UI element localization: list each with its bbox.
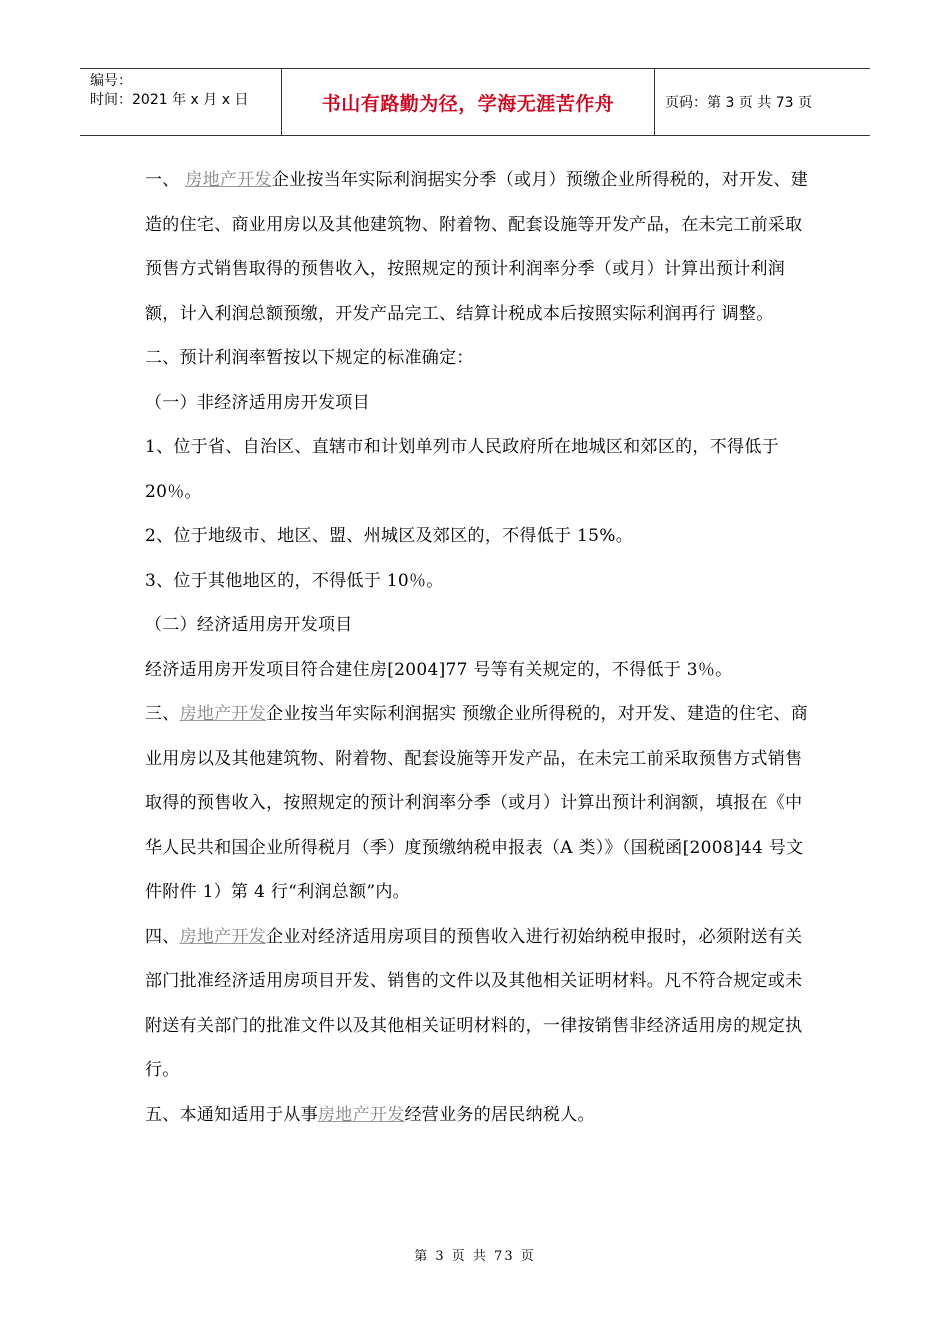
page-footer — [0, 1245, 950, 1264]
paragraph-7: （二）经济适用房开发项目 — [145, 615, 353, 635]
paragraph-5: 2、位于地级市、地区、盟、州城区及郊区的，不得低于 15%。 — [145, 526, 634, 546]
real-estate-link[interactable]: 房地产开发 — [318, 1104, 405, 1125]
document-body — [145, 158, 815, 1137]
paragraph-11-text: 经营业务的居民纳税人。 — [404, 1104, 595, 1125]
paragraph-1-text: 企业按当年实际利润据实分季（或月）预缴企业所得税的，对开发、建造的住宅、商业用房以及其他建筑物、附着物、配套设施等开发产品，在未完工前采取预售方式销售取得的预售收入，按照规定的预计利润率分季（或月）计算出预计利润额，计入利润总额预缴，开发产品完工、结算计税成本后按照实际利润再行 调整。 — [145, 170, 809, 324]
paragraph-10-text: 企业对经济适用房项目的预售收入进行初始纳税申报时，必须附送有关部门批准经济适用房项目开发、销售的文件以及其他相关证明材料。凡不符合规定或未附送有关部门的批准文件以及其他相关证明材料的，一律按销售非经济适用房的规定执行。 — [145, 926, 803, 1080]
paragraph-6: 3、位于其他地区的，不得低于 10％。 — [145, 570, 444, 591]
paragraph-3: （一）非经济适用房开发项目 — [145, 392, 370, 413]
document-header — [80, 68, 870, 136]
real-estate-link[interactable]: 房地产开发 — [179, 704, 267, 724]
paragraph-8: 经济适用房开发项目符合建住房[2004]77 号等有关规定的，不得低于 3％。 — [145, 659, 733, 680]
motto-text: 书山有路勤为径，学海无涯苦作舟 — [321, 92, 615, 115]
paragraph-10 — [145, 915, 815, 1093]
paragraph-9-text: 企业按当年实际利润据实 预缴企业所得税的，对开发、建造的住宅、商业用房以及其他建筑物、附着物、配套设施等开发产品，在未完工前采取预售方式销售取得的预售收入，按照规定的预计利润率分季（或月）计算出预计利润额，填报在《中华人民共和国企业所得税月（季）度预缴纳税申报表（A 类）》（国税函[2008]44 号文件附件 1）第 4 行“利润总额”内。 — [145, 704, 809, 902]
paragraph-4: 1、位于省、自治区、直辖市和计划单列市人民政府所在地城区和郊区的，不得低于 20％。 — [145, 437, 779, 502]
page-code: 页码：第 3 页 共 73 页 — [665, 95, 812, 111]
header-meta-cell — [80, 69, 282, 135]
header-page-cell — [655, 69, 870, 135]
header-motto-cell — [282, 69, 655, 135]
paragraph-11-prefix: 五、本通知适用于从事 — [145, 1104, 318, 1125]
paragraph-9-prefix: 三、 — [145, 704, 180, 724]
paragraph-11 — [145, 1093, 815, 1138]
paragraph-2: 二、预计利润率暂按以下规定的标准确定： — [145, 348, 474, 368]
time-label: 时间：2021 年 x 月 x 日 — [90, 92, 249, 108]
real-estate-link[interactable]: 房地产开发 — [179, 926, 267, 947]
paragraph-9 — [145, 692, 815, 915]
footer-page-number: 第 3 页 共 73 页 — [414, 1249, 536, 1264]
number-label: 编号： — [90, 73, 132, 89]
real-estate-link[interactable]: 房地产开发 — [185, 170, 272, 190]
paragraph-1 — [145, 158, 815, 336]
paragraph-1-prefix: 一、 — [145, 170, 186, 190]
paragraph-10-prefix: 四、 — [145, 926, 180, 947]
